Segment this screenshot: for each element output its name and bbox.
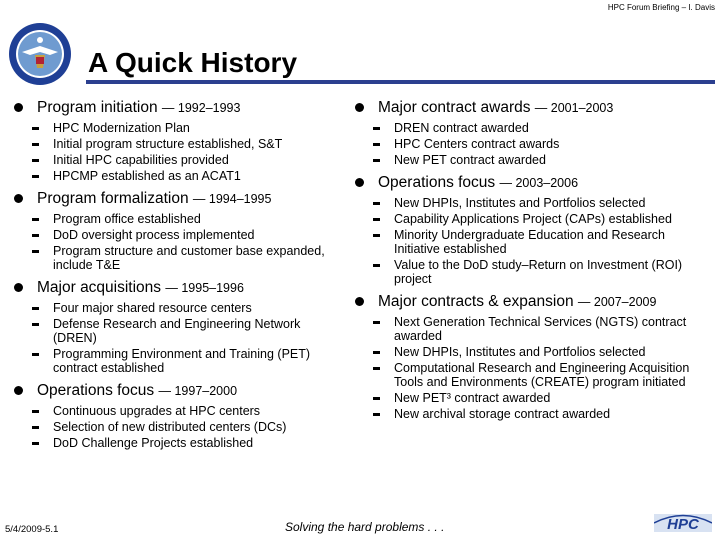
- dash-icon: [373, 413, 380, 416]
- footer-tagline: Solving the hard problems . . .: [285, 520, 445, 534]
- bullet-icon: [355, 103, 364, 112]
- list-item: New archival storage contract awarded: [373, 407, 710, 421]
- section-dates: — 1992–1993: [161, 101, 241, 115]
- bullet-icon: [14, 194, 23, 203]
- section-dates: — 2007–2009: [577, 295, 657, 309]
- list-item: DoD Challenge Projects established: [32, 436, 340, 450]
- section-major-contracts-expansion: [355, 292, 710, 421]
- dash-icon: [32, 218, 39, 221]
- dash-icon: [373, 397, 380, 400]
- hpc-logo: [654, 510, 712, 536]
- left-column: [14, 98, 340, 456]
- section-dates: — 1995–1996: [165, 281, 244, 295]
- list-item: Selection of new distributed centers (DCs): [32, 420, 340, 434]
- section-program-formalization: [14, 189, 340, 272]
- dash-icon: [32, 353, 39, 356]
- title-divider: [86, 80, 715, 84]
- right-column: [355, 98, 710, 427]
- footer-date: 5/4/2009-5.1: [5, 524, 59, 535]
- section-heading: [14, 189, 340, 209]
- list-item: Computational Research and Engineering Acquisition Tools and Environments (CREATE) program initiated: [373, 361, 710, 389]
- section-operations-focus-early: [14, 381, 340, 450]
- section-title: Program initiation: [37, 99, 158, 116]
- section-heading: [355, 173, 710, 193]
- section-dates: — 1994–1995: [192, 192, 272, 206]
- dash-icon: [32, 234, 39, 237]
- dash-icon: [373, 159, 380, 162]
- hpc-logo-text: HPC: [667, 516, 699, 533]
- list-item: Initial program structure established, S&T: [32, 137, 340, 151]
- dash-icon: [32, 307, 39, 310]
- list-item: HPC Centers contract awards: [373, 137, 710, 151]
- bullet-icon: [14, 103, 23, 112]
- bullet-icon: [14, 283, 23, 292]
- dash-icon: [373, 127, 380, 130]
- list-item: Four major shared resource centers: [32, 301, 340, 315]
- list-item: New PET³ contract awarded: [373, 391, 710, 405]
- section-title: Operations focus: [378, 174, 496, 191]
- section-heading: [14, 381, 340, 401]
- list-item: Program structure and customer base expanded, include T&E: [32, 244, 340, 272]
- dash-icon: [32, 159, 39, 162]
- dod-seal-logo: [8, 22, 72, 86]
- dash-icon: [32, 410, 39, 413]
- section-major-acquisitions: [14, 278, 340, 375]
- section-title: Operations focus: [37, 382, 155, 399]
- dash-icon: [32, 442, 39, 445]
- list-item: HPC Modernization Plan: [32, 121, 340, 135]
- section-heading: [355, 98, 710, 118]
- dash-icon: [32, 323, 39, 326]
- section-program-initiation: [14, 98, 340, 183]
- section-dates: — 1997–2000: [158, 384, 238, 398]
- list-item: New PET contract awarded: [373, 153, 710, 167]
- dash-icon: [373, 264, 380, 267]
- dash-icon: [373, 218, 380, 221]
- section-heading: [14, 278, 340, 298]
- dash-icon: [373, 321, 380, 324]
- dash-icon: [32, 426, 39, 429]
- section-title: Major acquisitions: [37, 279, 162, 296]
- dash-icon: [32, 250, 39, 253]
- dash-icon: [373, 143, 380, 146]
- list-item: New DHPIs, Institutes and Portfolios selected: [373, 345, 710, 359]
- section-heading: [355, 292, 710, 312]
- list-item: Programming Environment and Training (PET) contract established: [32, 347, 340, 375]
- list-item: New DHPIs, Institutes and Portfolios selected: [373, 196, 710, 210]
- dash-icon: [373, 234, 380, 237]
- list-item: Next Generation Technical Services (NGTS) contract awarded: [373, 315, 710, 343]
- dash-icon: [32, 143, 39, 146]
- bullet-icon: [355, 178, 364, 187]
- bullet-icon: [355, 297, 364, 306]
- page-title: A Quick History: [88, 47, 298, 78]
- section-heading: [14, 98, 340, 118]
- list-item: Capability Applications Project (CAPs) established: [373, 212, 710, 226]
- list-item: Continuous upgrades at HPC centers: [32, 404, 340, 418]
- header-note: HPC Forum Briefing – I. Davis: [607, 3, 715, 12]
- list-item: Minority Undergraduate Education and Research Initiative established: [373, 228, 710, 256]
- list-item: DoD oversight process implemented: [32, 228, 340, 242]
- dash-icon: [373, 351, 380, 354]
- list-item: Value to the DoD study–Return on Investment (ROI) project: [373, 258, 710, 286]
- dash-icon: [32, 175, 39, 178]
- section-major-contract-awards: [355, 98, 710, 167]
- list-item: Program office established: [32, 212, 340, 226]
- list-item: HPCMP established as an ACAT1: [32, 169, 340, 183]
- bullet-icon: [14, 386, 23, 395]
- dash-icon: [32, 127, 39, 130]
- section-operations-focus-late: [355, 173, 710, 286]
- dash-icon: [373, 202, 380, 205]
- section-dates: — 2001–2003: [534, 101, 614, 115]
- list-item: DREN contract awarded: [373, 121, 710, 135]
- section-title: Program formalization: [37, 190, 189, 207]
- section-title: Major contracts & expansion: [378, 293, 574, 310]
- list-item: Initial HPC capabilities provided: [32, 153, 340, 167]
- list-item: Defense Research and Engineering Network (DREN): [32, 317, 340, 345]
- section-title: Major contract awards: [378, 99, 531, 116]
- section-dates: — 2003–2006: [499, 176, 579, 190]
- dash-icon: [373, 367, 380, 370]
